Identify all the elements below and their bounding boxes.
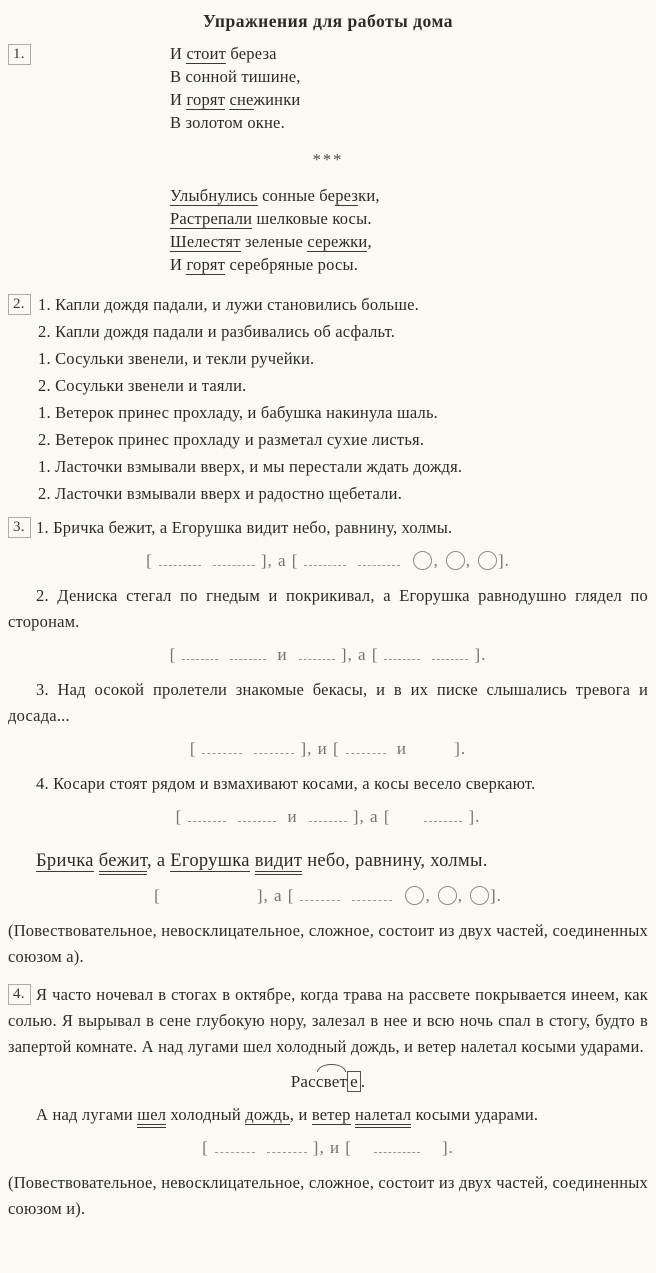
scheme-text: ,: [465, 551, 471, 570]
text-segment: серебряные росы.: [225, 255, 359, 274]
text-segment: ,: [367, 232, 372, 251]
poem-stanza-1: [170, 42, 648, 134]
text-segment: И: [170, 90, 187, 109]
scheme-gap: [352, 1143, 368, 1153]
parsed-example-sentence: [8, 846, 648, 876]
underlined-word: Шелестят: [170, 232, 241, 251]
scheme-text: ,: [457, 886, 463, 905]
sentence-scheme: [8, 548, 648, 574]
exercise-3-sentence: 3. Над осокой пролетели знакомые бекасы, и в их писке слышались тревога и досада...: [8, 680, 648, 725]
poem-stanza-2: [170, 184, 648, 276]
poem-line: [170, 88, 648, 111]
exercise-2-sentence: 1. Ласточки взмывали вверх, и мы перестали ждать дождя.: [38, 457, 463, 476]
text-segment: холодный: [166, 1105, 246, 1124]
text-segment: В золотом окне.: [170, 113, 285, 132]
text-segment: И: [170, 255, 187, 274]
scheme-blank: [384, 645, 420, 660]
scheme-text: ].: [441, 1138, 454, 1157]
poem-line: [170, 253, 648, 276]
text-segment: зеленые: [240, 232, 308, 251]
exercise-2-sentence: 2. Капли дождя падали и разбивались об асфальт.: [38, 322, 396, 341]
text-segment: [250, 851, 255, 871]
underlined-word: шел: [137, 1105, 166, 1128]
text-segment: шелковые косы.: [252, 209, 372, 228]
exercise-2-sentence: 1. Капли дождя падали, и лужи становились больше.: [38, 295, 420, 314]
exercise-2-sentences: [38, 292, 648, 507]
stanza-separator: ***: [312, 150, 344, 169]
scheme-blank: [309, 807, 347, 822]
scheme-blank: [159, 551, 201, 566]
scheme-text: [: [169, 645, 177, 664]
scheme-blank: [213, 551, 255, 566]
exercise-1-number: 1.: [8, 44, 31, 65]
exercise-1: [8, 42, 648, 276]
exercise-3-number: 3.: [8, 517, 31, 538]
scheme-text: ], а [: [340, 645, 379, 664]
text-segment: береза: [226, 44, 277, 63]
scheme-blank: [432, 645, 468, 660]
exercise-2-sentence: 1. Ветерок принес прохладу, и бабушка накинула шаль.: [38, 403, 439, 422]
exercise-4-parsed-sentence: [8, 1102, 648, 1128]
sentence-scheme: [8, 642, 648, 668]
poem-line: [170, 65, 648, 88]
poem-line: [170, 207, 648, 230]
exercise-2-sentence: 2. Ласточки взмывали вверх и радостно щебетали.: [38, 484, 403, 503]
exercise-4-scheme: [8, 1135, 648, 1161]
scheme-text: и: [282, 807, 303, 826]
scheme-blank: [182, 645, 218, 660]
exercise-2-sentence: 2. Ветерок принес прохладу и разметал сухие листья.: [38, 430, 425, 449]
underlined-word: дождь: [245, 1105, 290, 1124]
scheme-text: [: [189, 739, 197, 758]
scheme-blank: [424, 807, 462, 822]
poem-line: [170, 184, 648, 207]
scheme-blank: [230, 645, 266, 660]
scheme-circle: [478, 551, 497, 570]
poem-line: [170, 230, 648, 253]
sentence-scheme: [8, 804, 648, 830]
scheme-text: ].: [489, 886, 502, 905]
scheme-gap: [390, 812, 418, 822]
scheme-blank: [188, 807, 226, 822]
underlined-word: сне: [229, 90, 254, 109]
underlined-word: сережки: [307, 232, 368, 251]
underlined-word: Растрепали: [170, 209, 253, 228]
text-segment: , и: [289, 1105, 312, 1124]
scheme-text: ], а [: [256, 886, 295, 905]
exercise-2-number: 2.: [8, 294, 31, 315]
scheme-text: ,: [433, 551, 439, 570]
exercise-2: [8, 292, 648, 507]
scheme-text: ].: [468, 807, 481, 826]
text-segment: А над лугами: [36, 1105, 138, 1124]
scheme-blank: [346, 739, 386, 754]
scheme-text: ], а [: [260, 551, 299, 570]
scheme-text: и: [272, 645, 293, 664]
exercise-3-sentence: 4. Косари стоят рядом и взмахивают косами, а косы весело сверкают.: [36, 774, 536, 793]
text-segment: жинки: [253, 90, 301, 109]
underlined-word: Улыбнулись: [170, 186, 258, 205]
scheme-circle: [405, 886, 424, 905]
scheme-gap: [426, 1143, 442, 1153]
poem-line: [170, 111, 648, 134]
text-segment: косыми ударами.: [411, 1105, 539, 1124]
text-segment: [94, 851, 99, 871]
exercise-3: [8, 515, 648, 970]
poem-line: [170, 42, 648, 65]
analysis-note-union-i: (Повествовательное, невосклицательное, сложное, состоит из двух частей, соединенных союзом и).: [8, 1173, 648, 1218]
scheme-blank: [374, 1138, 420, 1153]
underlined-word: бежит: [99, 851, 147, 875]
text-segment: В сонной тишине,: [170, 67, 301, 86]
scheme-text: и: [391, 739, 413, 758]
scheme-blank: [304, 551, 346, 566]
scheme-circle: [413, 551, 432, 570]
scheme-text: ,: [425, 886, 431, 905]
scheme-blank: [267, 1138, 307, 1153]
underlined-word: горят: [186, 255, 226, 274]
scheme-blank: [300, 886, 340, 901]
morpheme-arc: свет: [316, 1069, 347, 1095]
scheme-text: ], и [: [300, 739, 340, 758]
scheme-circle: [438, 886, 457, 905]
analysis-note-union-a: (Повествовательное, невосклицательное, сложное, состоит из двух частей, соединенных союзом а).: [8, 921, 648, 966]
scheme-text: ], а [: [352, 807, 391, 826]
morpheme-box: е: [347, 1071, 361, 1092]
scheme-text: [: [146, 551, 153, 570]
exercise-2-sentence: 1. Сосульки звенели, и текли ручейки.: [38, 349, 315, 368]
scheme-blank: [202, 739, 242, 754]
scheme-text: ].: [497, 551, 510, 570]
scheme-text: ].: [454, 739, 467, 758]
text-segment: , а: [147, 851, 171, 871]
exercise-3-sentence: 2. Дениска стегал по гнедым и покрикивал, а Егорушка равнодушно глядел по сторонам.: [8, 586, 648, 631]
underlined-word: видит: [255, 851, 303, 875]
scheme-blank: [254, 739, 294, 754]
exercise-2-sentence: 2. Сосульки звенели и таяли.: [38, 376, 247, 395]
morpheme-plain: Рас: [290, 1072, 316, 1091]
exercise-4-number: 4.: [8, 984, 31, 1005]
example-sentence-scheme: [8, 883, 648, 909]
page-title: Упражнения для работы дома: [202, 11, 453, 31]
scheme-circle: [470, 886, 489, 905]
scheme-text: ].: [474, 645, 487, 664]
text-segment: небо, равнину, холмы.: [302, 851, 488, 871]
scheme-text: [: [154, 886, 161, 905]
scheme-circle: [446, 551, 465, 570]
scheme-blank: [299, 645, 335, 660]
underlined-word: Егорушка: [170, 851, 250, 871]
text-segment: ки,: [358, 186, 380, 205]
word-morpheme-analysis: Рассвет е .: [8, 1069, 648, 1095]
text-segment: И: [170, 44, 187, 63]
exercise-4: [8, 982, 648, 1222]
scheme-blank: [215, 1138, 255, 1153]
scheme-gap: [161, 891, 257, 901]
underlined-word: стоит: [186, 44, 227, 63]
scheme-blank: [352, 886, 392, 901]
exercise-3-sentence: 1. Бричка бежит, а Егорушка видит небо, равнину, холмы.: [36, 518, 453, 537]
scheme-gap: [412, 744, 454, 754]
underlined-word: горят: [186, 90, 226, 109]
sentence-scheme: [8, 736, 648, 762]
exercise-3-items: [8, 515, 648, 830]
scheme-text: ], и [: [312, 1138, 352, 1157]
scheme-blank: [358, 551, 400, 566]
underlined-word: налетал: [355, 1105, 411, 1128]
exercise-4-text: Я часто ночевал в стогах в октябре, когда трава на рассвете покрывается инеем, как солью. Я вырывал в сене глубокую нору, залезал в нее и всю ночь спал в стогу, будто в запертой комнате. А над лугами шел холодный дождь, и ветер налетал косыми ударами.: [8, 985, 648, 1056]
underlined-word: ветер: [311, 1105, 351, 1124]
scheme-text: [: [202, 1138, 209, 1157]
underlined-word: Бричка: [36, 851, 94, 871]
scheme-text: [: [175, 807, 183, 826]
scheme-blank: [238, 807, 276, 822]
underlined-word: рез: [335, 186, 359, 205]
text-segment: сонные бе: [257, 186, 336, 205]
